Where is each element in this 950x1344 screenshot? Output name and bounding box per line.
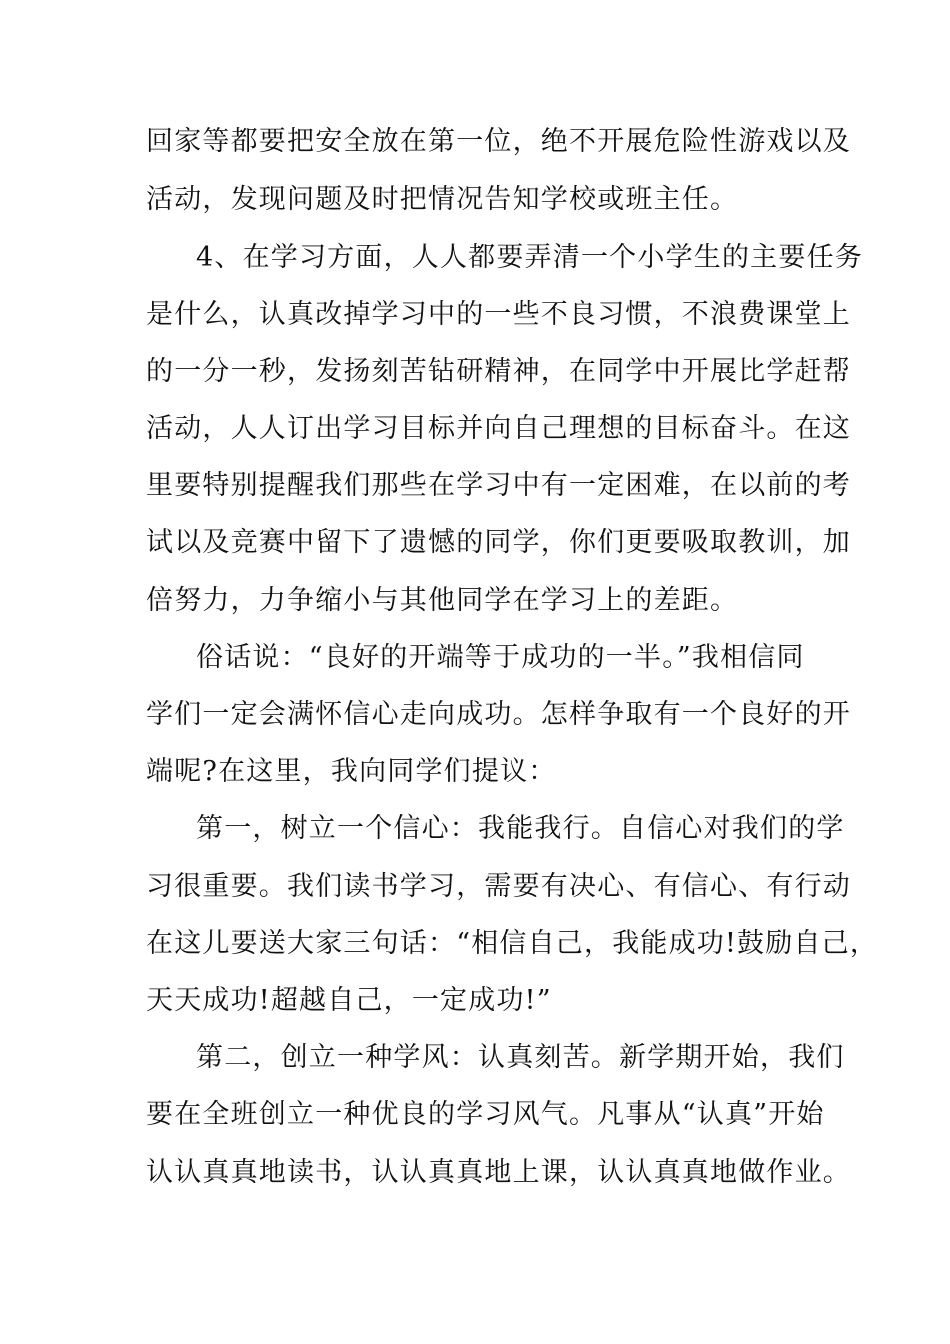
text-line: 要在全班创立一种优良的学习风气。凡事从“认真”开始: [146, 1099, 825, 1130]
text-line: 认认真真地读书，认认真真地上课，认认真真地做作业。: [146, 1157, 851, 1188]
text-line: 学们一定会满怀信心走向成功。怎样争取有一个良好的开: [146, 699, 851, 730]
text-line: 试以及竞赛中留下了遗憾的同学，你们更要吸取教训，加: [146, 527, 851, 558]
text-line: 里要特别提醒我们那些在学习中有一定困难，在以前的考: [146, 470, 851, 501]
text-line: 端呢?在这里，我向同学们提议：: [146, 756, 557, 787]
text-line: 的一分一秒，发扬刻苦钻研精神，在同学中开展比学赶帮: [146, 356, 851, 387]
text-line: 活动，发现问题及时把情况告知学校或班主任。: [146, 184, 739, 215]
paragraph-start-line: 第二，创立一种学风：认真刻苦。新学期开始，我们: [196, 1042, 845, 1073]
text-line: 倍努力，力争缩小与其他同学在学习上的差距。: [146, 585, 739, 616]
text-line: 在这儿要送大家三句话：“相信自己，我能成功!鼓励自己，: [146, 928, 879, 959]
paragraph-start-line: 第一，树立一个信心：我能我行。自信心对我们的学: [196, 813, 845, 844]
text-line: 活动，人人订出学习目标并向自己理想的目标奋斗。在这: [146, 413, 851, 444]
text-line: 是什么，认真改掉学习中的一些不良习惯，不浪费课堂上: [146, 299, 851, 330]
text-line: 习很重要。我们读书学习，需要有决心、有信心、有行动: [146, 871, 851, 902]
text-line: 回家等都要把安全放在第一位，绝不开展危险性游戏以及: [146, 126, 851, 157]
paragraph-start-line: 4、在学习方面，人人都要弄清一个小学生的主要任务: [196, 242, 863, 273]
paragraph-start-line: 俗话说：“良好的开端等于成功的一半。”我相信同: [196, 642, 805, 673]
text-line: 天天成功!超越自己，一定成功!”: [146, 985, 552, 1016]
